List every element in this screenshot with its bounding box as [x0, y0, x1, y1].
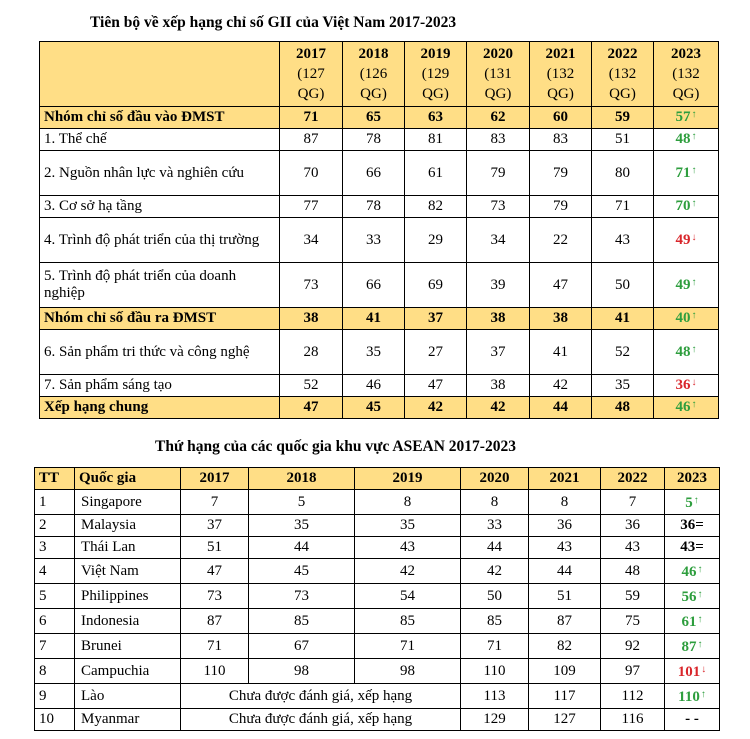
rank-cell: 79	[467, 151, 530, 196]
rank-cell: 47	[405, 375, 467, 397]
rank-cell: 71	[592, 196, 654, 218]
header-country-count: (132	[546, 66, 575, 82]
rank-cell: 52	[280, 375, 343, 397]
rank-cell: 51	[181, 537, 249, 559]
up-arrow-icon: ↑	[691, 310, 697, 321]
rank-cell: 48	[601, 559, 665, 584]
indicator-row	[40, 263, 719, 308]
country-cell: Việt Nam	[75, 559, 181, 584]
rank-cell: 65	[343, 107, 405, 129]
rank-cell: 34	[280, 218, 343, 263]
rank-2023-cell	[665, 684, 720, 709]
rank-cell: 87	[529, 609, 601, 634]
country-row	[35, 490, 720, 515]
rank-cell: 38	[467, 375, 530, 397]
rank-cell: 8	[355, 490, 461, 515]
header-row	[35, 468, 720, 490]
rank-value: 61	[681, 614, 697, 630]
rank-cell: 7	[601, 490, 665, 515]
rank-2023-cell	[654, 151, 719, 196]
rank-cell: 127	[529, 709, 601, 731]
row-label: Nhóm chỉ số đầu vào ĐMST	[40, 107, 280, 129]
header-year: 2020	[483, 46, 513, 62]
gii-table-title: Tiên bộ về xếp hạng chỉ số GII của Việt Nam 2017-2023	[90, 14, 457, 31]
up-arrow-icon: ↑	[700, 689, 706, 700]
rank-cell: 35	[355, 515, 461, 537]
asean-ranking-table	[34, 467, 720, 731]
country-cell: Lào	[75, 684, 181, 709]
rank-cell: 35	[249, 515, 355, 537]
tt-cell: 5	[35, 584, 75, 609]
rank-value: 46	[681, 564, 697, 580]
not-rated-cell: Chưa được đánh giá, xếp hạng	[181, 709, 461, 731]
rank-cell: 44	[461, 537, 529, 559]
rank-cell: 46	[343, 375, 405, 397]
rank-cell: 42	[467, 397, 530, 419]
rank-cell: 47	[181, 559, 249, 584]
row-label: 6. Sản phẩm tri thức và công nghệ	[40, 330, 280, 375]
rank-value: 49	[675, 276, 691, 293]
header-cell: 2021	[529, 468, 601, 490]
row-label: 3. Cơ sở hạ tầng	[40, 196, 280, 218]
rank-cell: 70	[280, 151, 343, 196]
indicator-row	[40, 330, 719, 375]
header-country-count: (126	[359, 66, 388, 82]
equal-sign: =	[695, 517, 704, 533]
indicator-row	[40, 218, 719, 263]
header-country-count: (132	[672, 66, 700, 82]
country-row	[35, 537, 720, 559]
rank-cell: 109	[529, 659, 601, 684]
country-row	[35, 559, 720, 584]
rank-2023-cell	[654, 107, 719, 129]
rank-cell: 63	[405, 107, 467, 129]
tt-cell: 8	[35, 659, 75, 684]
rank-cell: 34	[467, 218, 530, 263]
header-unit: QG)	[609, 86, 636, 102]
header-unit: QG)	[672, 86, 700, 102]
up-arrow-icon: ↑	[693, 495, 699, 506]
country-cell: Myanmar	[75, 709, 181, 731]
rank-cell: 22	[530, 218, 592, 263]
rank-cell: 29	[405, 218, 467, 263]
rank-value: 48	[675, 343, 691, 360]
rank-cell: 67	[249, 634, 355, 659]
header-year: 2017	[296, 46, 326, 62]
rank-cell: 110	[181, 659, 249, 684]
rank-cell: 73	[249, 584, 355, 609]
country-cell: Philippines	[75, 584, 181, 609]
rank-cell: 66	[343, 263, 405, 308]
rank-2023-cell	[654, 308, 719, 330]
rank-cell: 43	[529, 537, 601, 559]
header-cell-2023	[654, 42, 719, 107]
country-cell: Thái Lan	[75, 537, 181, 559]
rank-cell: 44	[249, 537, 355, 559]
header-country-count: (129	[421, 66, 450, 82]
rank-cell: 44	[529, 559, 601, 584]
header-cell-2022	[592, 42, 654, 107]
header-cell-2017	[280, 42, 343, 107]
rank-cell: 5	[249, 490, 355, 515]
row-label: 1. Thể chế	[40, 129, 280, 151]
rank-cell: 77	[280, 196, 343, 218]
rank-cell: 44	[530, 397, 592, 419]
rank-cell: 50	[592, 263, 654, 308]
rank-cell: 42	[461, 559, 529, 584]
up-arrow-icon: ↑	[697, 589, 703, 600]
rank-value: 57	[675, 109, 691, 125]
rank-cell: 47	[530, 263, 592, 308]
down-arrow-icon: ↓	[701, 664, 707, 675]
rank-cell: 97	[601, 659, 665, 684]
rank-cell: 54	[355, 584, 461, 609]
country-cell: Campuchia	[75, 659, 181, 684]
header-year: 2018	[358, 46, 389, 62]
rank-cell: 28	[280, 330, 343, 375]
up-arrow-icon: ↑	[697, 564, 703, 575]
tt-cell: 3	[35, 537, 75, 559]
rank-cell: 59	[601, 584, 665, 609]
header-year: 2019	[420, 46, 451, 62]
tt-cell: 9	[35, 684, 75, 709]
rank-2023-cell	[665, 490, 720, 515]
rank-cell: 81	[405, 129, 467, 151]
header-cell: 2020	[461, 468, 529, 490]
up-arrow-icon: ↑	[691, 198, 697, 209]
indicator-row	[40, 196, 719, 218]
header-cell-2018	[343, 42, 405, 107]
rank-cell: 71	[355, 634, 461, 659]
header-blank-cell	[40, 42, 280, 107]
rank-cell: 37	[405, 308, 467, 330]
country-cell: Indonesia	[75, 609, 181, 634]
rank-cell: 45	[249, 559, 355, 584]
rank-cell: 43	[355, 537, 461, 559]
rank-cell: 98	[355, 659, 461, 684]
rank-value: 56	[681, 589, 697, 605]
rank-cell: 82	[405, 196, 467, 218]
asean-table-title: Thứ hạng của các quốc gia khu vực ASEAN 2017-2023	[155, 438, 516, 455]
indicator-row	[40, 151, 719, 196]
header-cell: Quốc gia	[75, 468, 181, 490]
rank-cell: 69	[405, 263, 467, 308]
not-rated-cell: Chưa được đánh giá, xếp hạng	[181, 684, 461, 709]
rank-cell: 62	[467, 107, 530, 129]
rank-cell: 37	[467, 330, 530, 375]
rank-cell: 112	[601, 684, 665, 709]
rank-cell: 85	[249, 609, 355, 634]
rank-cell: 47	[280, 397, 343, 419]
rank-cell: 41	[592, 308, 654, 330]
header-unit: QG)	[547, 86, 574, 102]
tt-cell: 4	[35, 559, 75, 584]
rank-cell: 35	[592, 375, 654, 397]
rank-2023-cell	[665, 709, 720, 731]
header-country-count: (132	[608, 66, 637, 82]
row-label: 4. Trình độ phát triển của thị trường	[40, 218, 280, 263]
country-row	[35, 659, 720, 684]
rank-cell: 75	[601, 609, 665, 634]
country-cell: Singapore	[75, 490, 181, 515]
rank-cell: 83	[467, 129, 530, 151]
rank-cell: 92	[601, 634, 665, 659]
rank-cell: 129	[461, 709, 529, 731]
rank-cell: 110	[461, 659, 529, 684]
country-row	[35, 634, 720, 659]
rank-value: 110	[678, 689, 700, 705]
rank-cell: 38	[530, 308, 592, 330]
rank-2023-cell	[654, 330, 719, 375]
rank-cell: 79	[530, 196, 592, 218]
row-label: 2. Nguồn nhân lực và nghiên cứu	[40, 151, 280, 196]
up-arrow-icon: ↑	[691, 276, 697, 288]
header-unit: QG)	[422, 86, 449, 102]
group-row	[40, 308, 719, 330]
country-cell: Malaysia	[75, 515, 181, 537]
header-year: 2021	[545, 46, 576, 62]
rank-cell: 33	[461, 515, 529, 537]
gii-vietnam-table	[39, 41, 719, 419]
rank-cell: 50	[461, 584, 529, 609]
rank-2023-cell	[654, 375, 719, 397]
rank-cell: 42	[355, 559, 461, 584]
tt-cell: 7	[35, 634, 75, 659]
rank-value: 40	[675, 310, 691, 326]
rank-cell: 37	[181, 515, 249, 537]
rank-cell: 36	[601, 515, 665, 537]
header-cell: 2022	[601, 468, 665, 490]
header-unit: QG)	[484, 86, 512, 102]
rank-cell: 41	[530, 330, 592, 375]
country-row	[35, 609, 720, 634]
country-row	[35, 709, 720, 731]
group-row	[40, 397, 719, 419]
rank-cell: 80	[592, 151, 654, 196]
rank-cell: 27	[405, 330, 467, 375]
rank-2023-cell	[665, 609, 720, 634]
rank-cell: 113	[461, 684, 529, 709]
rank-value: 49	[675, 231, 691, 248]
header-cell: 2023	[665, 468, 720, 490]
header-unit: QG)	[297, 86, 325, 102]
rank-value: - -	[685, 711, 699, 727]
rank-cell: 85	[461, 609, 529, 634]
rank-2023-cell	[665, 515, 720, 537]
rank-2023-cell	[654, 129, 719, 151]
indicator-row	[40, 375, 719, 397]
rank-value: 87	[681, 639, 697, 655]
header-cell: 2019	[355, 468, 461, 490]
rank-cell: 117	[529, 684, 601, 709]
header-row	[40, 42, 719, 107]
rank-cell: 87	[280, 129, 343, 151]
up-arrow-icon: ↑	[691, 109, 697, 120]
rank-2023-cell	[654, 263, 719, 308]
rank-2023-cell	[654, 218, 719, 263]
rank-value: 43	[680, 539, 696, 555]
up-arrow-icon: ↑	[691, 164, 697, 176]
rank-value: 70	[675, 198, 691, 214]
equal-sign: =	[695, 539, 704, 555]
header-year: 2023	[671, 46, 701, 62]
row-label: 5. Trình độ phát triển của doanh nghiệp	[40, 263, 280, 308]
rank-cell: 45	[343, 397, 405, 419]
rank-cell: 87	[181, 609, 249, 634]
header-cell-2020	[467, 42, 530, 107]
rank-cell: 73	[467, 196, 530, 218]
rank-cell: 7	[181, 490, 249, 515]
rank-cell: 35	[343, 330, 405, 375]
country-row	[35, 515, 720, 537]
row-label: Xếp hạng chung	[40, 397, 280, 419]
rank-cell: 85	[355, 609, 461, 634]
header-country-count: (127	[297, 66, 325, 82]
group-row	[40, 107, 719, 129]
rank-cell: 83	[530, 129, 592, 151]
rank-value: 5	[685, 495, 693, 511]
rank-cell: 60	[530, 107, 592, 129]
rank-cell: 52	[592, 330, 654, 375]
rank-cell: 78	[343, 129, 405, 151]
rank-cell: 79	[530, 151, 592, 196]
country-cell: Brunei	[75, 634, 181, 659]
rank-cell: 8	[529, 490, 601, 515]
rank-2023-cell	[654, 196, 719, 218]
rank-cell: 71	[461, 634, 529, 659]
country-row	[35, 584, 720, 609]
row-label: Nhóm chỉ số đầu ra ĐMST	[40, 308, 280, 330]
rank-cell: 38	[467, 308, 530, 330]
rank-value: 71	[675, 164, 691, 181]
header-cell: 2017	[181, 468, 249, 490]
rank-cell: 73	[280, 263, 343, 308]
up-arrow-icon: ↑	[691, 343, 697, 355]
down-arrow-icon: ↓	[691, 377, 697, 388]
down-arrow-icon: ↓	[691, 231, 697, 243]
rank-cell: 42	[530, 375, 592, 397]
rank-cell: 71	[280, 107, 343, 129]
rank-2023-cell	[665, 537, 720, 559]
rank-cell: 98	[249, 659, 355, 684]
rank-cell: 71	[181, 634, 249, 659]
rank-cell: 78	[343, 196, 405, 218]
rank-value: 48	[675, 131, 691, 147]
up-arrow-icon: ↑	[697, 639, 703, 650]
rank-cell: 116	[601, 709, 665, 731]
rank-cell: 61	[405, 151, 467, 196]
rank-cell: 59	[592, 107, 654, 129]
rank-cell: 73	[181, 584, 249, 609]
rank-cell: 33	[343, 218, 405, 263]
rank-cell: 39	[467, 263, 530, 308]
up-arrow-icon: ↑	[697, 614, 703, 625]
country-row	[35, 684, 720, 709]
header-year: 2022	[607, 46, 638, 62]
row-label: 7. Sản phẩm sáng tạo	[40, 375, 280, 397]
rank-cell: 41	[343, 308, 405, 330]
header-cell: TT	[35, 468, 75, 490]
rank-cell: 66	[343, 151, 405, 196]
rank-cell: 43	[592, 218, 654, 263]
rank-cell: 48	[592, 397, 654, 419]
rank-2023-cell	[665, 659, 720, 684]
header-country-count: (131	[484, 66, 512, 82]
header-cell-2019	[405, 42, 467, 107]
rank-cell: 51	[592, 129, 654, 151]
tt-cell: 10	[35, 709, 75, 731]
up-arrow-icon: ↑	[691, 131, 697, 142]
rank-value: 36	[680, 517, 696, 533]
rank-cell: 36	[529, 515, 601, 537]
rank-2023-cell	[654, 397, 719, 419]
rank-cell: 43	[601, 537, 665, 559]
rank-cell: 42	[405, 397, 467, 419]
rank-value: 101	[677, 664, 701, 680]
rank-value: 46	[675, 399, 691, 415]
rank-2023-cell	[665, 559, 720, 584]
header-cell: 2018	[249, 468, 355, 490]
rank-2023-cell	[665, 634, 720, 659]
rank-cell: 82	[529, 634, 601, 659]
tt-cell: 2	[35, 515, 75, 537]
rank-value: 36	[675, 377, 691, 393]
rank-cell: 8	[461, 490, 529, 515]
rank-cell: 51	[529, 584, 601, 609]
header-unit: QG)	[360, 86, 387, 102]
rank-cell: 38	[280, 308, 343, 330]
tt-cell: 6	[35, 609, 75, 634]
header-cell-2021	[530, 42, 592, 107]
indicator-row	[40, 129, 719, 151]
rank-2023-cell	[665, 584, 720, 609]
tt-cell: 1	[35, 490, 75, 515]
up-arrow-icon: ↑	[691, 399, 697, 410]
